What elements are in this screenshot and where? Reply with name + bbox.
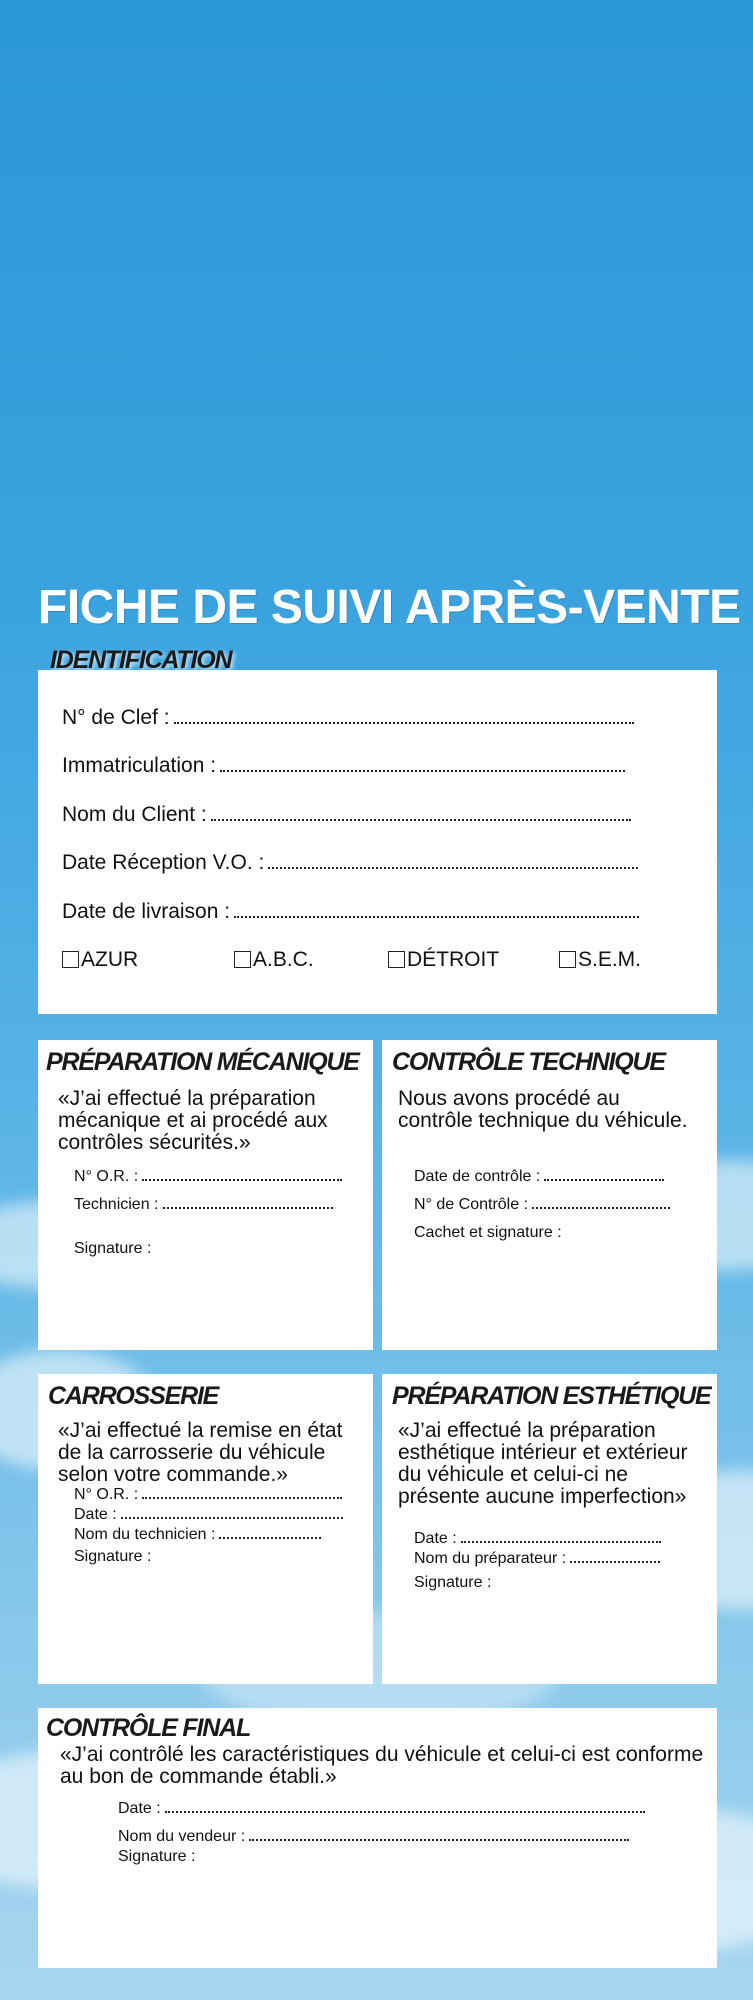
final-quote: «J’ai contrôlé les caractéristiques du véhicule et celui-ci est conforme au bon de commande établi.» bbox=[60, 1743, 704, 1788]
field-date-reception-dots bbox=[268, 866, 638, 869]
section-technique-label: CONTRÔLE TECHNIQUE bbox=[392, 1048, 665, 1076]
esthetique-date-dots bbox=[461, 1540, 661, 1543]
checkbox-azur[interactable] bbox=[62, 951, 79, 968]
mecanique-signature: Signature : bbox=[74, 1240, 152, 1257]
mecanique-technicien-dots bbox=[163, 1206, 333, 1209]
carrosserie-field-technicien[interactable]: Nom du technicien : bbox=[74, 1526, 321, 1544]
field-clef-dots bbox=[174, 721, 634, 724]
field-nom-client[interactable]: Nom du Client : bbox=[62, 803, 631, 827]
carrosserie-field-or[interactable]: N° O.R. : bbox=[74, 1486, 342, 1504]
option-abc[interactable]: A.B.C. bbox=[234, 948, 314, 972]
option-detroit[interactable]: DÉTROIT bbox=[388, 948, 499, 972]
mecanique-field-or[interactable]: N° O.R. : bbox=[74, 1168, 342, 1186]
section-identification-label: IDENTIFICATION bbox=[50, 646, 232, 674]
esthetique-panel bbox=[382, 1374, 717, 1684]
checkbox-detroit[interactable] bbox=[388, 951, 405, 968]
carrosserie-panel bbox=[38, 1374, 373, 1684]
section-final-label: CONTRÔLE FINAL bbox=[46, 1714, 251, 1742]
esthetique-quote: «J’ai effectué la préparation esthétique intérieur et extérieur du véhicule et celui-ci ne présente aucune imperfection» bbox=[398, 1419, 688, 1508]
carrosserie-technicien-dots bbox=[219, 1536, 321, 1539]
final-field-date[interactable]: Date : bbox=[118, 1800, 645, 1818]
field-date-reception[interactable]: Date Réception V.O. : bbox=[62, 851, 638, 875]
checkbox-abc[interactable] bbox=[234, 951, 251, 968]
technique-numero-dots bbox=[532, 1206, 670, 1209]
final-field-vendeur[interactable]: Nom du vendeur : bbox=[118, 1828, 629, 1846]
technique-panel bbox=[382, 1040, 717, 1350]
section-carrosserie-label: CARROSSERIE bbox=[48, 1382, 219, 1410]
mecanique-field-technicien[interactable]: Technicien : bbox=[74, 1196, 333, 1214]
checkbox-sem[interactable] bbox=[559, 951, 576, 968]
esthetique-field-preparateur[interactable]: Nom du préparateur : bbox=[414, 1550, 660, 1568]
esthetique-signature: Signature : bbox=[414, 1574, 492, 1591]
option-sem[interactable]: S.E.M. bbox=[559, 948, 641, 972]
carrosserie-or-dots bbox=[142, 1496, 342, 1499]
technique-field-date[interactable]: Date de contrôle : bbox=[414, 1168, 664, 1186]
mecanique-or-dots bbox=[142, 1178, 342, 1181]
carrosserie-signature: Signature : bbox=[74, 1548, 152, 1565]
field-date-livraison-dots bbox=[234, 915, 639, 918]
technique-date-dots bbox=[544, 1178, 664, 1181]
technique-field-numero[interactable]: N° de Contrôle : bbox=[414, 1196, 670, 1214]
section-mecanique-label: PRÉPARATION MÉCANIQUE bbox=[46, 1048, 359, 1076]
field-date-livraison[interactable]: Date de livraison : bbox=[62, 900, 639, 924]
final-vendeur-dots bbox=[249, 1838, 629, 1841]
page-title: FICHE DE SUIVI APRÈS-VENTE bbox=[38, 581, 741, 634]
final-signature: Signature : bbox=[118, 1848, 196, 1865]
identification-panel bbox=[38, 670, 717, 1014]
carrosserie-quote: «J’ai effectué la remise en état de la carrosserie du véhicule selon votre commande.» bbox=[58, 1419, 343, 1486]
esthetique-field-date[interactable]: Date : bbox=[414, 1530, 661, 1548]
final-panel bbox=[38, 1708, 717, 1968]
field-clef[interactable]: N° de Clef : bbox=[62, 706, 634, 730]
mecanique-panel bbox=[38, 1040, 373, 1350]
field-immatriculation[interactable]: Immatriculation : bbox=[62, 754, 625, 778]
option-azur[interactable]: AZUR bbox=[62, 948, 138, 972]
field-immatriculation-dots bbox=[220, 769, 625, 772]
carrosserie-date-dots bbox=[121, 1516, 343, 1519]
section-esthetique-label: PRÉPARATION ESTHÉTIQUE bbox=[392, 1382, 711, 1410]
mecanique-quote: «J’ai effectué la préparation mécanique et ai procédé aux contrôles sécurités.» bbox=[58, 1087, 328, 1154]
final-date-dots bbox=[165, 1810, 645, 1813]
technique-cachet: Cachet et signature : bbox=[414, 1224, 562, 1241]
esthetique-preparateur-dots bbox=[570, 1560, 660, 1563]
field-nom-client-dots bbox=[211, 818, 631, 821]
carrosserie-field-date[interactable]: Date : bbox=[74, 1506, 343, 1524]
technique-text: Nous avons procédé au contrôle technique du véhicule. bbox=[398, 1087, 688, 1132]
